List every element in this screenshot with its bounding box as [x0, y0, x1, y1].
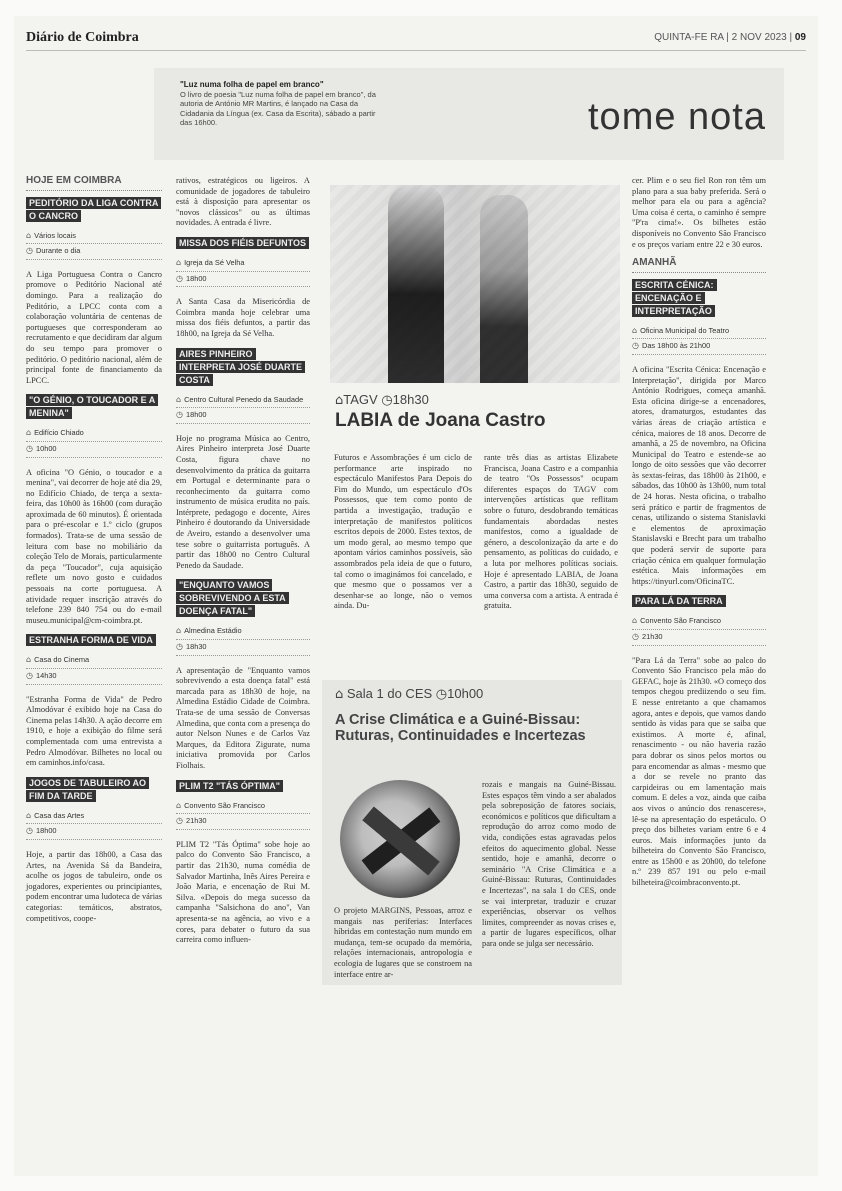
- map-photo: [340, 780, 460, 898]
- event-text: A oficina "Escrita Cénica: Encenação e Interpretação", dirigida por Marco António Rodrigues, começa amanhã. Esta oficina dirige-se a encenadores, atores, dramaturgos, estudantes das várias áreas de criação artística e cénica, maiores de 18 anos. Decorre de amanhã, a 25 de novembro, na Oficina Municipal do Teatro e estende-se ao longo de oito sessões que vão decorrer às sextas-feiras, das 18h00 às 21h00, e sábados, das 10h00 às 13h00, num total de 24 horas. Nesta oficina, o trabalho será prático e partir de fragmentos de cenas, utilizando o sistema Stanislavki e elementos de aproximação Stanislavski e Brecht para um trabalho que poderá servir de suporte para criação cénica em qualquer formulação estética. Mais informações em https://tinyurl.com/OficinaTC.: [632, 364, 766, 586]
- event-text: "Estranha Forma de Vida" de Pedro Almodóvar é exibido hoje na Casa do Cinema pelas 14h30. A ação decorre em 1910, e hoje a exibição do filme será complementada com uma entrevista a Pedro Almodóvar. Bilhetes no local ou em caminhos.info/casa.: [26, 694, 162, 768]
- feature-title: LABIA de Joana Castro: [335, 410, 546, 431]
- feature-note-text: O livro de poesia "Luz numa folha de papel em branco", da autoria de António MR Martins, é lançado na Casa da Cidadania da Língua (ex. Casa da Escrita), sábado a partir das 16h00.: [180, 89, 376, 127]
- home-icon: ⌂: [176, 394, 182, 404]
- time-text: 18h00: [185, 410, 207, 420]
- location-text: Centro Cultural Penedo da Saudade: [184, 394, 304, 404]
- clock-icon: ◷: [26, 826, 33, 836]
- page-number: 09: [794, 32, 806, 43]
- event-title: "ENQUANTO VAMOS SOBREVIVENDO A ESTA DOENÇA FATAL": [176, 579, 289, 617]
- event-location: [26, 426, 162, 442]
- event-title: MISSA DOS FIÉIS DEFUNTOS: [176, 237, 309, 249]
- location-text: Convento São Francisco: [184, 800, 266, 810]
- home-icon: ⌂: [176, 257, 182, 267]
- home-icon: ⌂: [335, 393, 344, 408]
- feature-time: 10h00: [447, 686, 484, 701]
- feature-header: [335, 392, 615, 432]
- feature-location: TAGV: [343, 392, 378, 407]
- feature-title: A Crise Climática e a Guiné-Bissau: Ruturas, Continuidades e Incertezas: [335, 712, 586, 744]
- event-text: PLIM T2 "Tás Óptima" sobe hoje ao palco do Convento São Francisco, a partir das 21h30, numa comédia de Salvador Martinha, Inês Aires Pereira e João Maria, e encenação de Rui M. Silva. «Depois do mega sucesso da campanha "Salsichona do ano", Van apresenta-se na agência, ao vivo e a cores, para debater o futuro da sua carreira como influen-: [176, 839, 310, 945]
- feature-note-title: "Luz numa folha de papel em branco": [180, 80, 324, 89]
- event-time: [176, 640, 310, 656]
- event-title: JOGOS DE TABULEIRO AO FIM DA TARDE: [26, 777, 149, 802]
- event-title: ESTRANHA FORMA DE VIDA: [26, 634, 156, 646]
- location-text: Almedina Estádio: [184, 626, 242, 636]
- home-icon: ⌂: [26, 810, 32, 820]
- time-text: 18h00: [35, 826, 57, 836]
- section-amanha: AMANHÃ: [632, 258, 766, 273]
- column-1: [26, 176, 162, 932]
- continued-text: cer. Plim e o seu fiel Ron ron têm um plano para a sua baby preferida. Será o melhor para ela ou para a agência? Uma coisa é certa, o caminho é sempre "P'ra cima!». Os bilhetes estão disponíveis no Convento São Francisco e os preços variam entre 22 e 30 euros.: [632, 176, 766, 249]
- home-icon: ⌂: [335, 687, 344, 702]
- event-text: A Liga Portuguesa Contra o Cancro promove o Peditório Nacional até domingo. Para a realização do Peditório, a LPCC conta com a colaboração voluntária de centenas de portugueses que corresponderam ao recrutamento e que decidiram dar algum do seu tempo para promover o peditório. O peditório nacional, além de principal fonte de financiamento da LPCC.: [26, 269, 162, 385]
- feature-meta: [335, 686, 483, 702]
- clock-icon: ◷: [176, 410, 183, 420]
- clock-icon: ◷: [632, 341, 639, 351]
- event-location: [26, 809, 162, 825]
- event-text: A oficina "O Génio, o toucador e a menina", vai decorrer de hoje até dia 29, no Edifício Chiado, de terça a sexta-feira, das 10h00 às 16h00 (com duração aproximada de 60 minutos). É orientada para o pré-escolar e 1.º ciclo (grupos formados). Trata-se de uma sessão de leitura com base no mobiliário da coleção Telo de Morais, particularmente da peça "Toucador", cuja aquisição reflete um novo gosto e cuidados pessoais na corte portuguesa. A atividade requer inscrição através do telefone 239 840 754 ou do e-mail museu.municipal@cm-coimbra.pt.: [26, 467, 162, 625]
- home-icon: ⌂: [26, 655, 32, 665]
- event-title: PLIM T2 "TÁS ÓPTIMA": [176, 780, 283, 792]
- page-date: [654, 32, 806, 43]
- home-icon: ⌂: [176, 800, 182, 810]
- event-title: "O GÉNIO, O TOUCADOR E A MENINA": [26, 394, 158, 419]
- page-header: [26, 28, 806, 51]
- event-time: [26, 824, 162, 840]
- continued-text: rativos, estratégicos ou ligeiros. A comunidade de jogadores de tabuleiro está à disposição para apresentar os "novos clássicos" ou as últimas novidades. A entrada é livre.: [176, 176, 310, 228]
- feature-text: O projeto MARGINS, Pessoas, arroz e mangais nas periferias: Interfaces híbridas em contestação num mundo em mudança, tem-se ocupado da memória, relações internacionais, antropologia e ecologia de lugares que se constroem na interface entre ar-: [334, 906, 472, 979]
- date-text: QUINTA-FE RA | 2 NOV 2023 |: [654, 32, 793, 43]
- feature-text-col-b: [484, 453, 618, 620]
- home-icon: ⌂: [26, 230, 32, 240]
- home-icon: ⌂: [176, 626, 182, 636]
- event-title: ESCRITA CÉNICA: ENCENAÇÃO E INTERPRETAÇÃO: [632, 279, 717, 317]
- event-title: PARA LÁ DA TERRA: [632, 595, 726, 607]
- location-text: Casa do Cinema: [34, 655, 90, 665]
- time-text: 21h30: [185, 816, 207, 826]
- time-text: 21h30: [641, 632, 663, 641]
- clock-icon: ◷: [26, 443, 33, 453]
- event-title: AIRES PINHEIRO INTERPRETA JOSÉ DUARTE COSTA: [176, 348, 305, 386]
- event-time: [26, 442, 162, 458]
- event-text: Hoje, a partir das 18h00, a Casa das Artes, na Avenida Sá da Bandeira, acolhe os jogos de tabuleiro, onde os jogadores, experientes ou principiantes, podem encontrar uma ludoteca de várias categorias: temáticos, abstratos, competitivos, coope-: [26, 849, 162, 923]
- photo-texture: [330, 185, 620, 383]
- newspaper-logo: Diário de Coimbra: [26, 30, 139, 45]
- location-text: Igreja da Sé Velha: [184, 257, 245, 267]
- event-text: "Para Lá da Terra" sobe ao palco do Convento São Francisco pela mão do GEFAC, hoje às 21h30. «O começo dos tempos chegou prediizendo o seu fim. E nesse entretanto a que chamamos agora, antes e depois, que vamos dando sentido às vidas para que se saiba que existimos. A morte é, afinal, renascimento - ou não haveria razão para dobrar os sinos pelos mortos ou para encomendar as almas - mesmo que a dor se revele no pranto das carpideiras ou em lamentação mais comum. E deles a voz, ainda que caiba aos vivos o anúncio dos renasceres», lê-se na apresentação do espetáculo. O preço dos bilhetes variam entre 6 e 4 euros. Mais informações junto da bilheteira do Convento São Francisco, entre as 15h00 e as 20h00, do telefone n.º 239 857 191 ou pelo e-mail bilheteira@coimbraconvento.pt.: [632, 655, 766, 888]
- home-icon: ⌂: [632, 325, 638, 335]
- section-title: tome nota: [588, 96, 766, 138]
- column-4: [632, 176, 766, 897]
- event-time: [176, 814, 310, 830]
- tome-nota-banner: [154, 68, 784, 160]
- event-time: [26, 244, 162, 260]
- location-text: Convento São Francisco: [640, 616, 722, 626]
- event-time: [26, 669, 162, 685]
- feature-meta: [335, 392, 615, 408]
- section-hoje: HOJE EM COIMBRA: [26, 176, 162, 191]
- time-text: 10h00: [35, 443, 57, 453]
- event-location: [176, 393, 310, 409]
- event-location: [176, 624, 310, 640]
- event-time: [632, 339, 766, 355]
- feature-text-col-a: [334, 906, 472, 988]
- feature-text: rante três dias as artistas Elizabete Francisca, Joana Castro e a companhia de teatro "Os Possessos" ocupam diferentes espaços do TAGV com intervenções artísticas que reflitam sobre o futuro, desdobrando temáticas fundamentais abordadas nestes manifestos, como a igualdade de género, a descolonização da arte e do pensamento, as políticas do cuidado, e a luta por melhores políticas sociais. Hoje é apresentado LABIA, de Joana Castro, a partir das 18h30, seguido de uma conversa com a artista. A entrada é gratuita.: [484, 453, 618, 611]
- clock-icon: ◷: [381, 393, 393, 408]
- location-text: Edifício Chiado: [34, 428, 84, 438]
- time-text: 18h00: [185, 273, 207, 283]
- event-location: [176, 799, 310, 815]
- location-text: Vários locais: [34, 230, 76, 240]
- feature-text-col-a: [334, 453, 472, 620]
- event-text: Hoje no programa Música ao Centro, Aires Pinheiro interpreta José Duarte Costa, figura chave no desenvolvimento da prática da guitarra em Portugal e determinante para o reconhecimento da guitarra como instrumento de música erudita no país. Intérprete, pedagogo e docente, Aires Pinheiro é doutorando da Universidade de Aveiro, estando a desenvolver uma tese sobre o guitarrista português. A partir das 18h00 no Centro Cultural Penedo da Saudade.: [176, 433, 310, 570]
- clock-icon: ◷: [26, 671, 33, 680]
- time-text: 14h30: [35, 671, 57, 680]
- event-time: [176, 272, 310, 288]
- time-text: Das 18h00 às 21h00: [641, 341, 711, 351]
- time-text: Durante o dia: [35, 246, 81, 256]
- feature-text: rozais e mangais na Guiné-Bissau. Estes espaços têm vindo a ser abalados pela sobreposição de fatores sociais, económicos e políticos que dificultam a reprodução do arroz como modo de vida, condições estas agravadas pelos efeitos do aquecimento global. Nesse sentido, hoje e amanhã, decorre o seminário "A Crise Climática e a Guiné-Bissau: Ruturas, Continuidades e Incertezas", na sala 1 do CES, onde se vai interpretar, traduzir e cruzar experiências, observar os velhos limites, compreender as novas crises e, a partir de lugares específicos, olhar para onde se julga ser necessário.: [482, 780, 616, 948]
- feature-text: Futuros e Assombrações é um ciclo de performance arte inspirado no espectáculo Manifestos Para Depois do Fim do Mundo, um espectáculo d'Os Possessos, que tem como ponto de partida a investigação, tradução e interpretação de manifestos políticos escritos depois de 2000. Estes textos, de um modo geral, ao mesmo tempo que apontam vários caminhos possíveis, são assombrados pela ideia de que o futuro, tal como o imaginámos foi cancelado, e que mesmo que o possamos ver a desenhar-se ao longe, não o vemos ainda. Du-: [334, 453, 472, 611]
- event-location: [632, 324, 766, 340]
- event-text: A Santa Casa da Misericórdia de Coimbra manda hoje celebrar uma missa dos fiéis defuntos, a partir das 18h00, na Igreja da Sé Velha.: [176, 297, 310, 338]
- column-2: [176, 176, 310, 954]
- clock-icon: ◷: [632, 632, 639, 641]
- location-text: Casa das Artes: [34, 810, 85, 820]
- feature-note: [180, 80, 380, 128]
- clock-icon: ◷: [176, 816, 183, 826]
- event-location: [26, 229, 162, 245]
- event-location: [176, 256, 310, 272]
- home-icon: ⌂: [632, 616, 638, 626]
- event-time: [632, 630, 766, 646]
- home-icon: ⌂: [26, 428, 32, 438]
- time-text: 18h30: [185, 642, 207, 652]
- clock-icon: ◷: [435, 687, 448, 702]
- clock-icon: ◷: [26, 246, 33, 256]
- feature-time: 18h30: [392, 392, 429, 407]
- event-time: [176, 408, 310, 424]
- feature-location: Sala 1 do CES: [346, 686, 433, 701]
- clock-icon: ◷: [176, 273, 183, 283]
- feature-text-col-b: [482, 780, 616, 958]
- event-title: PEDITÓRIO DA LIGA CONTRA O CANCRO: [26, 197, 161, 222]
- clock-icon: ◷: [176, 642, 183, 652]
- event-text: A apresentação de "Enquanto vamos sobrevivendo a esta doença fatal" está marcada para as 18h30 de hoje, na Almedina Estádio Cidade de Coimbra. Trata-se de uma sessão de Conversas Almedina, que conta com a presença do autor Nelson Nunes e de Carlos Vaz Marques, da Editora Zigurate, numa iniciativa promovida por Carlos Fiolhais.: [176, 665, 310, 770]
- event-location: [632, 614, 766, 630]
- event-location: [26, 653, 162, 669]
- performance-photo: [330, 185, 620, 383]
- location-text: Oficina Municipal do Teatro: [640, 325, 730, 335]
